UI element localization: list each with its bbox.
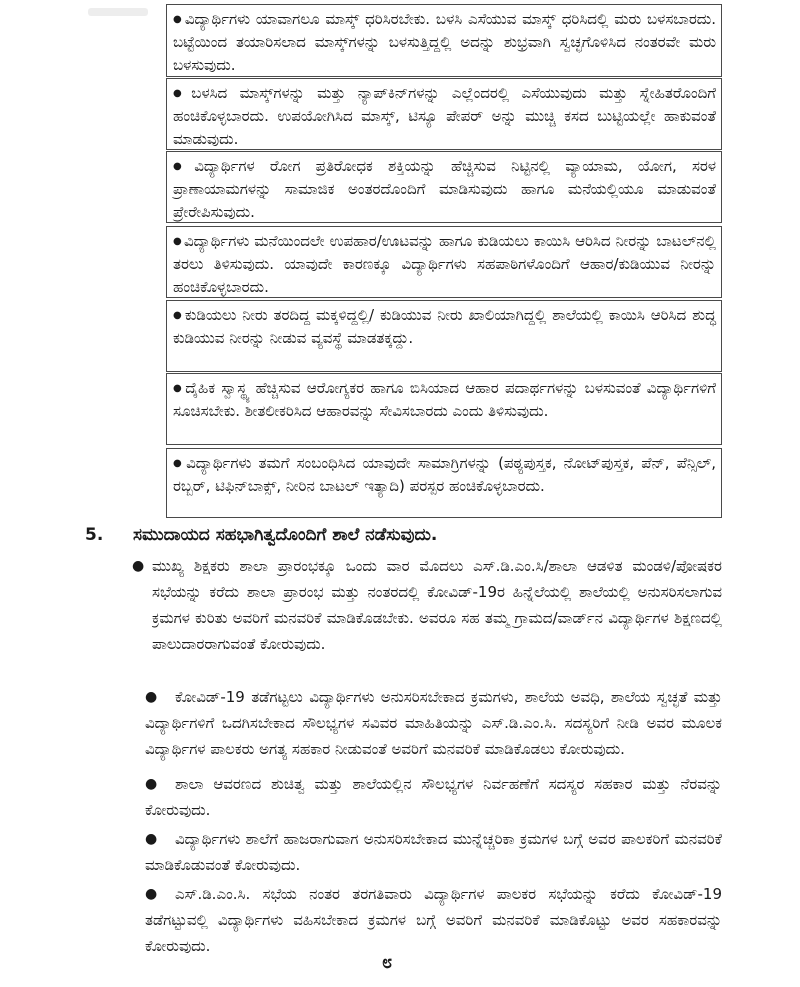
guideline-box-7 (166, 448, 722, 518)
guideline-text: ಕುಡಿಯಲು ನೀರು ತರದಿದ್ದ ಮಕ್ಕಳಿದ್ದಲ್ಲಿ/ ಕುಡಿಯುವ ನೀರು ಖಾಲಿಯಾಗಿದ್ದಲ್ಲಿ ಶಾಲೆಯಲ್ಲಿ ಕಾಯಿಸಿ ಆರಿಸಿದ ಶುದ್ಧ ಕುಡಿಯುವ ನೀರನ್ನು ನೀಡುವ ವ್ಯವಸ್ಥೆ ಮಾಡತಕ್ಕದ್ದು. (173, 306, 716, 347)
bullet-icon: ● (173, 161, 193, 172)
bullet-icon: ● (173, 310, 183, 321)
list-item: ಶಾಲಾ ಆವರಣದ ಶುಚಿತ್ವ ಮತ್ತು ಶಾಲೆಯಲ್ಲಿನ ಸೌಲಭ್ಯಗಳ ನಿರ್ವಹಣೆಗೆ ಸದಸ್ಯರ ಸಹಕಾರ ಮತ್ತು ನೆರವನ್ನು ಕೋರುವುದು. (145, 775, 722, 819)
bullet-icon: ● (173, 458, 185, 469)
guideline-text: ಬಳಸಿದ ಮಾಸ್ಕ್‌ಗಳನ್ನು ಮತ್ತು ನ್ಯಾಪ್‌ಕಿನ್‌ಗಳನ್ನು ಎಲ್ಲೆಂದರಲ್ಲಿ ಎಸೆಯುವುದು ಮತ್ತು ಸ್ನೇಹಿತರೊಂದಿಗೆ ಹಂಚಿಕೊಳ್ಳಬಾರದು. ಉಪಯೋಗಿಸಿದ ಮಾಸ್ಕ್, ಟಿಸ್ಯೂ ಪೇಪರ್ ಅನ್ನು ಮುಚ್ಚಿ ಕಸದ ಬುಟ್ಟಿಯಲ್ಲೇ ಹಾಕುವಂತೆ ಮಾಡುವುದು. (173, 84, 716, 148)
guideline-text: ದೈಹಿಕ ಸ್ವಾಸ್ಥ್ಯ ಹೆಚ್ಚಿಸುವ ಆರೋಗ್ಯಕರ ಹಾಗೂ ಬಿಸಿಯಾದ ಆಹಾರ ಪದಾರ್ಥಗಳನ್ನು ಬಳಸುವಂತೆ ವಿದ್ಯಾರ್ಥಿಗಳಿಗೆ ಸೂಚಿಸಬೇಕು. ಶೀತಲೀಕರಿಸಿದ ಆಹಾರವನ್ನು ಸೇವಿಸಬಾರದು ಎಂದು ತಿಳಿಸುವುದು. (173, 379, 716, 420)
bullet-icon: ● (145, 831, 158, 847)
list-item: ವಿದ್ಯಾರ್ಥಿಗಳು ಶಾಲೆಗೆ ಹಾಜರಾಗುವಾಗ ಅನುಸರಿಸಬೇಕಾದ ಮುನ್ನೆಚ್ಚರಿಕಾ ಕ್ರಮಗಳ ಬಗ್ಗೆ ಅವರ ಪಾಲಕರಿಗೆ ಮನವರಿಕೆ ಮಾಡಿಕೊಡುವಂತೆ ಕೋರುವುದು. (145, 830, 722, 874)
section-title: ಸಮುದಾಯದ ಸಹಭಾಗಿತ್ವದೊಂದಿಗೆ ಶಾಲೆ ನಡೆಸುವುದು. (133, 525, 438, 545)
bullet-icon: ● (145, 689, 158, 705)
section-heading (85, 523, 725, 547)
bullet-icon: ● (173, 383, 184, 394)
list-item: ಎಸ್.ಡಿ.ಎಂ.ಸಿ. ಸಭೆಯ ನಂತರ ತರಗತಿವಾರು ವಿದ್ಯಾರ್ಥಿಗಳ ಪಾಲಕರ ಸಭೆಯನ್ನು ಕರೆದು ಕೋವಿಡ್-19 ತಡೆಗಟ್ಟುವಲ್ಲಿ ವಿದ್ಯಾರ್ಥಿಗಳು ವಹಿಸಬೇಕಾದ ಕ್ರಮಗಳ ಬಗ್ಗೆ ಅವರಿಗೆ ಮನವರಿಕೆ ಮಾಡಿಕೊಟ್ಟು ಅವರ ಸಹಕಾರವನ್ನು ಕೋರುವುದು. (145, 885, 722, 955)
guideline-box-4 (166, 226, 722, 298)
page-number: ೮ (382, 952, 393, 973)
bullet-icon: ● (173, 14, 183, 25)
guideline-box-2 (166, 78, 722, 150)
bullet-icon: ● (132, 558, 145, 574)
list-item: ಕೋವಿಡ್-19 ತಡೆಗಟ್ಟಲು ವಿದ್ಯಾರ್ಥಿಗಳು ಅನುಸರಿಸಬೇಕಾದ ಕ್ರಮಗಳು, ಶಾಲೆಯ ಅವಧಿ, ಶಾಲೆಯ ಸ್ವಚ್ಛತೆ ಮತ್ತು ವಿದ್ಯಾರ್ಥಿಗಳಿಗೆ ಒದಗಿಸಬೇಕಾದ ಸೌಲಭ್ಯಗಳ ಸವಿವರ ಮಾಹಿತಿಯನ್ನು ಎಸ್.ಡಿ.ಎಂ.ಸಿ. ಸದಸ್ಯರಿಗೆ ನೀಡಿ ಅವರ ಮೂಲಕ ವಿದ್ಯಾರ್ಥಿಗಳ ಪಾಲಕರು ಅಗತ್ಯ ಸಹಕಾರ ನೀಡುವಂತೆ ಅವರಿಗೆ ಮನವರಿಕೆ ಮಾಡಿಕೊಡಲು ಕೋರುವುದು. (145, 688, 722, 758)
guideline-text: ವಿದ್ಯಾರ್ಥಿಗಳ ರೋಗ ಪ್ರತಿರೋಧಕ ಶಕ್ತಿಯನ್ನು ಹೆಚ್ಚಿಸುವ ನಿಟ್ಟಿನಲ್ಲಿ ವ್ಯಾಯಾಮ, ಯೋಗ, ಸರಳ ಪ್ರಾಣಾಯಾಮಗಳನ್ನು ಸಾಮಾಜಿಕ ಅಂತರದೊಂದಿಗೆ ಮಾಡಿಸುವುದು ಹಾಗೂ ಮನೆಯಲ್ಲಿಯೂ ಮಾಡುವಂತೆ ಪ್ರೇರೇಪಿಸುವುದು. (173, 157, 716, 221)
guideline-box-1 (166, 4, 722, 77)
guideline-box-3 (166, 151, 722, 223)
list-item: ಮುಖ್ಯ ಶಿಕ್ಷಕರು ಶಾಲಾ ಪ್ರಾರಂಭಕ್ಕೂ ಒಂದು ವಾರ ಮೊದಲು ಎಸ್.ಡಿ.ಎಂ.ಸಿ/ಶಾಲಾ ಆಡಳಿತ ಮಂಡಳಿ/ಪೋಷಕರ ಸಭೆಯನ್ನು ಕರೆದು ಶಾಲಾ ಪ್ರಾರಂಭ ಮತ್ತು ನಂತರದಲ್ಲಿ ಕೋವಿಡ್-19ರ ಹಿನ್ನೆಲೆಯಲ್ಲಿ ಶಾಲೆಯಲ್ಲಿ ಅನುಸರಿಸಲಾಗುವ ಕ್ರಮಗಳ ಕುರಿತು ಅವರಿಗೆ ಮನವರಿಕೆ ಮಾಡಿಕೊಡಬೇಕು. ಅವರೂ ಸಹ ತಮ್ಮ ಗ್ರಾಮದ/ವಾರ್ಡ್‌ನ ವಿದ್ಯಾರ್ಥಿಗಳ ಶಿಕ್ಷಣದಲ್ಲಿ ಪಾಲುದಾರರಾಗುವಂತೆ ಕೋರುವುದು. (152, 557, 722, 653)
guideline-text: ವಿದ್ಯಾರ್ಥಿಗಳು ಯಾವಾಗಲೂ ಮಾಸ್ಕ್ ಧರಿಸಿರಬೇಕು. ಬಳಸಿ ಎಸೆಯುವ ಮಾಸ್ಕ್ ಧರಿಸಿದಲ್ಲಿ ಮರು ಬಳಸಬಾರದು. ಬಟ್ಟೆಯಿಂದ ತಯಾರಿಸಲಾದ ಮಾಸ್ಕ್‌ಗಳನ್ನು ಬಳಸುತ್ತಿದ್ದಲ್ಲಿ ಅದನ್ನು ಶುಭ್ರವಾಗಿ ಸ್ವಚ್ಛಗೊಳಿಸಿದ ನಂತರವೇ ಮರು ಬಳಸುವುದು. (173, 10, 716, 74)
guideline-text: ವಿದ್ಯಾರ್ಥಿಗಳು ತಮಗೆ ಸಂಬಂಧಿಸಿದ ಯಾವುದೇ ಸಾಮಾಗ್ರಿಗಳನ್ನು (ಪಠ್ಯಪುಸ್ತಕ, ನೋಟ್‌ಪುಸ್ತಕ, ಪೆನ್, ಪೆನ್ಸಿಲ್, ರಬ್ಬರ್, ಟಿಫಿನ್‌ಬಾಕ್ಸ್, ನೀರಿನ ಬಾಟಲ್ ಇತ್ಯಾದಿ) ಪರಸ್ಪರ ಹಂಚಿಕೊಳ್ಳಬಾರದು. (173, 454, 716, 495)
bullet-icon: ● (173, 236, 182, 247)
bullet-icon: ● (145, 886, 158, 902)
guideline-box-5 (166, 300, 722, 372)
guideline-box-6 (166, 373, 722, 445)
scan-smudge (88, 8, 148, 16)
guideline-text: ವಿದ್ಯಾರ್ಥಿಗಳು ಮನೆಯಿಂದಲೇ ಉಪಹಾರ/ಊಟವನ್ನು ಹಾಗೂ ಕುಡಿಯಲು ಕಾಯಿಸಿ ಆರಿಸಿದ ನೀರನ್ನು ಬಾಟಲ್‌ನಲ್ಲಿ ತರಲು ತಿಳಿಸುವುದು. ಯಾವುದೇ ಕಾರಣಕ್ಕೂ ವಿದ್ಯಾರ್ಥಿಗಳು ಸಹಪಾಠಿಗಳೊಂದಿಗೆ ಆಹಾರ/ಕುಡಿಯುವ ನೀರನ್ನು ಹಂಚಿಕೊಳ್ಳಬಾರದು. (173, 232, 716, 296)
bullet-icon: ● (145, 776, 158, 792)
bullet-icon: ● (173, 88, 190, 99)
section-number: 5. (85, 525, 104, 545)
